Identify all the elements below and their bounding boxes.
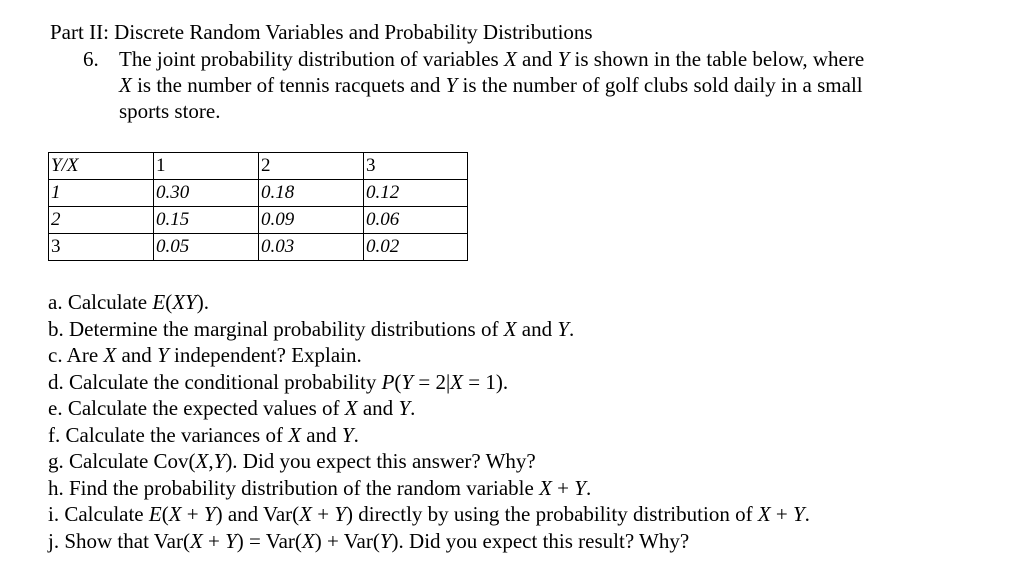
table-column-header: 3 — [364, 153, 468, 180]
question-list — [48, 289, 810, 554]
table-cell: 0.15 — [154, 207, 259, 234]
statement-line-3: sports store. — [119, 99, 221, 123]
table-cell: 0.30 — [154, 180, 259, 207]
table-cell: 0.12 — [364, 180, 468, 207]
table-row — [49, 234, 468, 261]
question-f: f. Calculate the variances of X and Y. — [48, 422, 359, 447]
table-row-label: 2 — [49, 207, 154, 234]
question-g: g. Calculate Cov(X,Y). Did you expect this answer? Why? — [48, 449, 536, 473]
table-row-label: 3 — [49, 234, 154, 261]
question-h: h. Find the probability distribution of the random variable X + Y. — [48, 475, 592, 500]
table-cell: 0.09 — [259, 207, 364, 234]
question-e: e. Calculate the expected values of X and Y. — [48, 396, 416, 420]
statement-line-2: X is the number of tennis racquets and Y is the number of golf clubs sold daily in a small — [119, 73, 863, 97]
section-heading: Part II: Discrete Random Variables and Probability Distributions — [50, 20, 593, 44]
table-header-row — [49, 153, 468, 180]
problem-statement — [119, 46, 959, 124]
table-column-header: 1 — [154, 153, 259, 180]
statement-line-1: The joint probability distribution of variables X and Y is shown in the table below, where — [119, 47, 865, 71]
table-column-header: 2 — [259, 153, 364, 180]
problem-number: 6. — [83, 47, 99, 71]
table-cell: 0.02 — [364, 234, 468, 261]
table-row — [49, 180, 468, 207]
question-b: b. Determine the marginal probability distributions of X and Y. — [48, 316, 575, 341]
question-d: d. Calculate the conditional probability P(Y = 2|X = 1). — [48, 369, 509, 394]
question-c: c. Are X and Y independent? Explain. — [48, 343, 362, 367]
table-cell: 0.06 — [364, 207, 468, 234]
table-corner-cell: Y/X — [49, 153, 154, 180]
table-row — [49, 207, 468, 234]
table-cell: 0.18 — [259, 180, 364, 207]
table-row-label: 1 — [49, 180, 154, 207]
question-i: i. Calculate E(X + Y) and Var(X + Y) directly by using the probability distribution of X + Y. — [48, 502, 810, 526]
question-j: j. Show that Var(X + Y) = Var(X) + Var(Y). Did you expect this result? Why? — [48, 528, 690, 553]
joint-probability-table — [48, 152, 468, 261]
table-cell: 0.03 — [259, 234, 364, 261]
question-a: a. Calculate E(XY). — [48, 290, 209, 314]
table-cell: 0.05 — [154, 234, 259, 261]
